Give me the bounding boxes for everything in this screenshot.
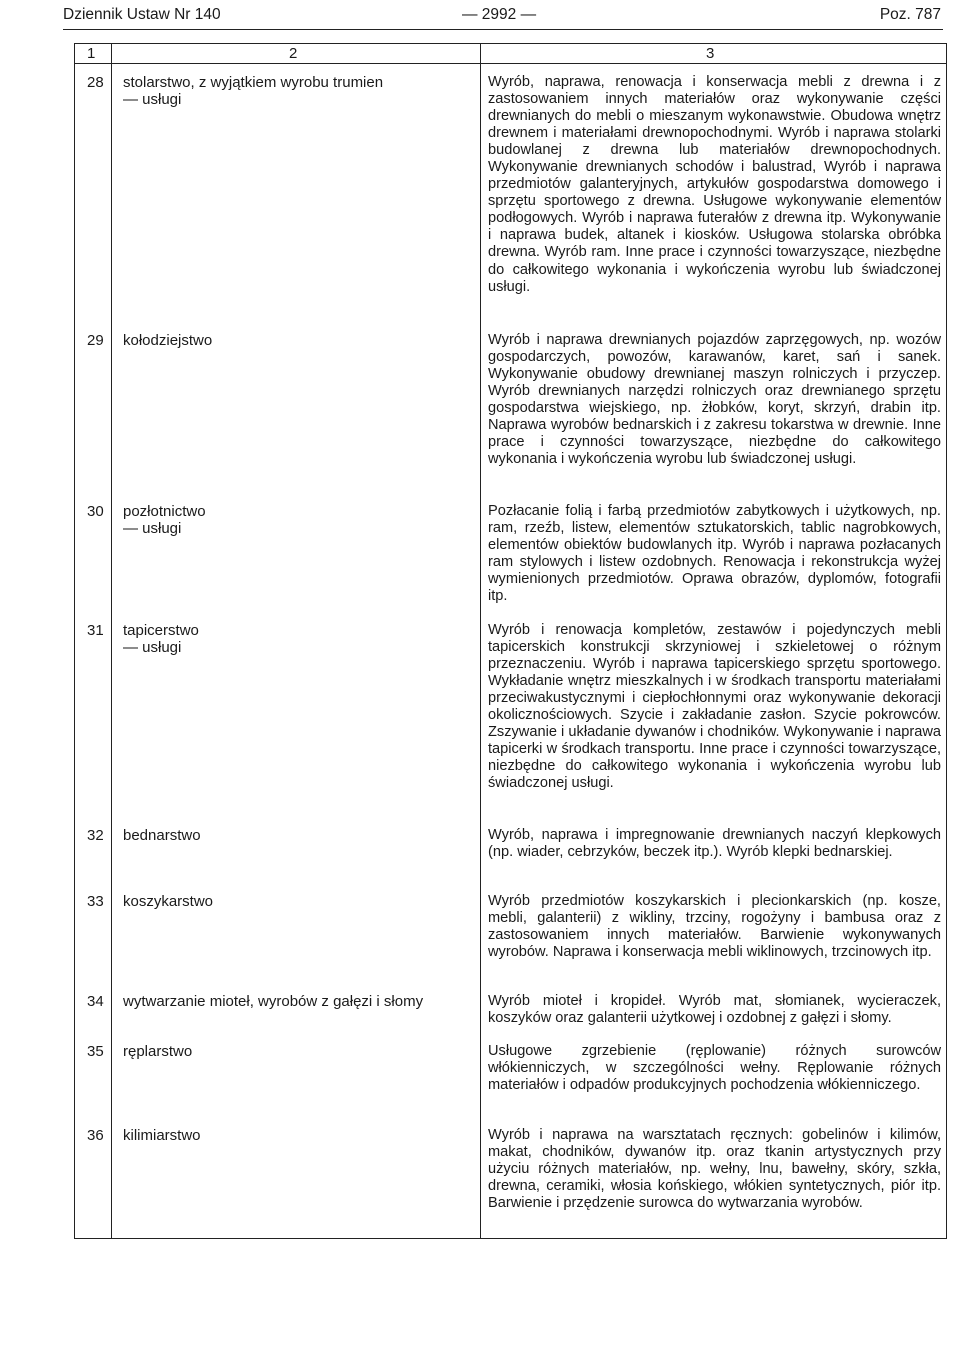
column-header-2: 2: [289, 45, 298, 62]
column-divider: [111, 44, 112, 1238]
journal-title: Dziennik Ustaw Nr 140: [63, 6, 221, 23]
classification-table: [74, 43, 947, 1239]
craft-name: pozłotnictwo — usługi: [123, 503, 206, 537]
position-number: Poz. 787: [879, 6, 941, 23]
craft-name: kołodziejstwo: [123, 332, 213, 349]
craft-description: Wyrób i naprawa drewnianych pojazdów zaprzęgowych, np. wozów gospodarczych, powozów, karawanów, karet, sań i sanek. Wykonywanie obudowy drewnianej maszyn rolniczych i przyczep. Wyrób drewnianych narzędzi rolniczych oraz drewnianego sprzętu gospodarstwa wiejskiego, np. żłobków, koryt, skrzyń, drabin itp. Naprawa wyrobów bednarskich i z zakresu tokarstwa w drewnie. Inne prace i czynności towarzyszące, niezbędne do całkowitego wykonania i wykończenia wyrobu lub świadczonej usługi.: [488, 332, 941, 468]
craft-name: ręplarstwo: [123, 1043, 193, 1060]
craft-name: koszykarstwo: [123, 893, 214, 910]
craft-description: Wyrób mioteł i kropideł. Wyrób mat, słomianek, wycieraczek, koszyków oraz galanterii użytkowej i ozdobnej z gałęzi i słomy.: [488, 993, 941, 1027]
craft-description: Usługowe zgrzebienie (ręplowanie) różnych surowców włókienniczych, w szczególności wełny. Ręplowanie różnych materiałów i odpadów produkcyjnych pochodzenia włókienniczego.: [488, 1043, 941, 1094]
row-number: 30: [87, 503, 104, 520]
craft-name: kilimiarstwo: [123, 1127, 201, 1144]
craft-name: stolarstwo, z wyjątkiem wyrobu trumien — usługi: [123, 74, 384, 108]
row-number: 36: [87, 1127, 104, 1144]
craft-description: Wyrób i renowacja kompletów, zestawów i pojedynczych mebli tapicerskich konstrukcji skrzyniowej i szkieletowej o różnym przeznaczeniu. Wyrób i naprawa tapicerskiego sprzętu sportowego. Wykładanie wnętrz mieszkalnych i w środkach transportu materiałami przeciwakustycznymi i ciepłochłonnymi oraz wykonywanie dekoracji okolicznościowych. Szycie i zakładanie zasłon. Szycie pokrowców. Zszywanie i układanie dywanów i chodników. Wykonywanie i naprawa tapicerki w środkach transportu. Inne prace i czynności towarzyszące, niezbędne do całkowitego wykonania i wykończenia wyrobu lub świadczonej usługi.: [488, 622, 941, 792]
row-number: 31: [87, 622, 104, 639]
row-number: 29: [87, 332, 104, 349]
row-number: 34: [87, 993, 104, 1010]
craft-name: bednarstwo: [123, 827, 201, 844]
row-number: 28: [87, 74, 104, 91]
row-number: 33: [87, 893, 104, 910]
header-divider: [75, 63, 946, 64]
craft-description: Wyrób i naprawa na warsztatach ręcznych: gobelinów i kilimów, makat, chodników, dywanów itp. oraz tkanin artystycznych przy użyciu różnych materiałów, np. wełny, lnu, bawełny, skóry, szkła, drewna, ceramiki, włosia końskiego, włókien syntetycznych, piór itp. Barwienie i przędzenie surowca do wytwarzania wyrobów.: [488, 1127, 941, 1212]
craft-description: Wyrób, naprawa, renowacja i konserwacja mebli z drewna i z zastosowaniem innych materiałów oraz wykonywanie części drewnianych do mebli o mieszanym wykonawstwie. Obudowa wnętrz drewnem i materiałami drewnopochodnymi. Wyrób i naprawa stolarki budowlanej z drewna lub materiałów drewnopochodnych. Wykonywanie drewnianych schodów i balustrad, Wyrób i naprawa przedmiotów galanteryjnych, artykułów gospodarstwa domowego i sprzętu sportowego z drewna. Usługowe wykonywanie elementów podłogowych. Wyrób i naprawa futerałów z drewna itp. Wykonywanie i naprawa budek, altanek i kiosków. Usługowa stolarska obróbka drewna. Wyrób ram. Inne prace i czynności towarzyszące, niezbędne do całkowitego wykonania i wykończenia wyrobu lub świadczonej usługi.: [488, 74, 941, 295]
column-divider: [480, 44, 481, 1238]
page-number: — 2992 —: [462, 6, 537, 23]
craft-name: tapicerstwo — usługi: [123, 622, 199, 656]
column-header-1: 1: [87, 45, 96, 62]
craft-description: Pozłacanie folią i farbą przedmiotów zabytkowych i użytkowych, np. ram, rzeźb, listew, elementów sztukatorskich, tablic nagrobkowych, elementów obiektów budowlanych itp. Wyrób i naprawa pozłacanych ram stylowych i listew ozdobnych. Renowacja i rekonstrukcja wyżej wymienionych przedmiotów. Oprawa obrazów, dyplomów, fotografii itp.: [488, 503, 941, 605]
header-rule: [63, 29, 943, 30]
column-header-3: 3: [706, 45, 715, 62]
craft-description: Wyrób, naprawa i impregnowanie drewnianych naczyń klepkowych (np. wiader, cebrzyków, beczek itp.). Wyrób klepki bednarskiej.: [488, 827, 941, 861]
row-number: 32: [87, 827, 104, 844]
row-number: 35: [87, 1043, 104, 1060]
page-header: [63, 6, 941, 30]
craft-name: wytwarzanie mioteł, wyrobów z gałęzi i słomy: [123, 993, 424, 1010]
craft-description: Wyrób przedmiotów koszykarskich i plecionkarskich (np. kosze, mebli, galanterii) z wikliny, trzciny, rogożyny i bambusa oraz z zastosowaniem innych materiałów. Barwienie wykonywanych wyrobów. Naprawa i konserwacja mebli wiklinowych, trzcinowych itp.: [488, 893, 941, 961]
